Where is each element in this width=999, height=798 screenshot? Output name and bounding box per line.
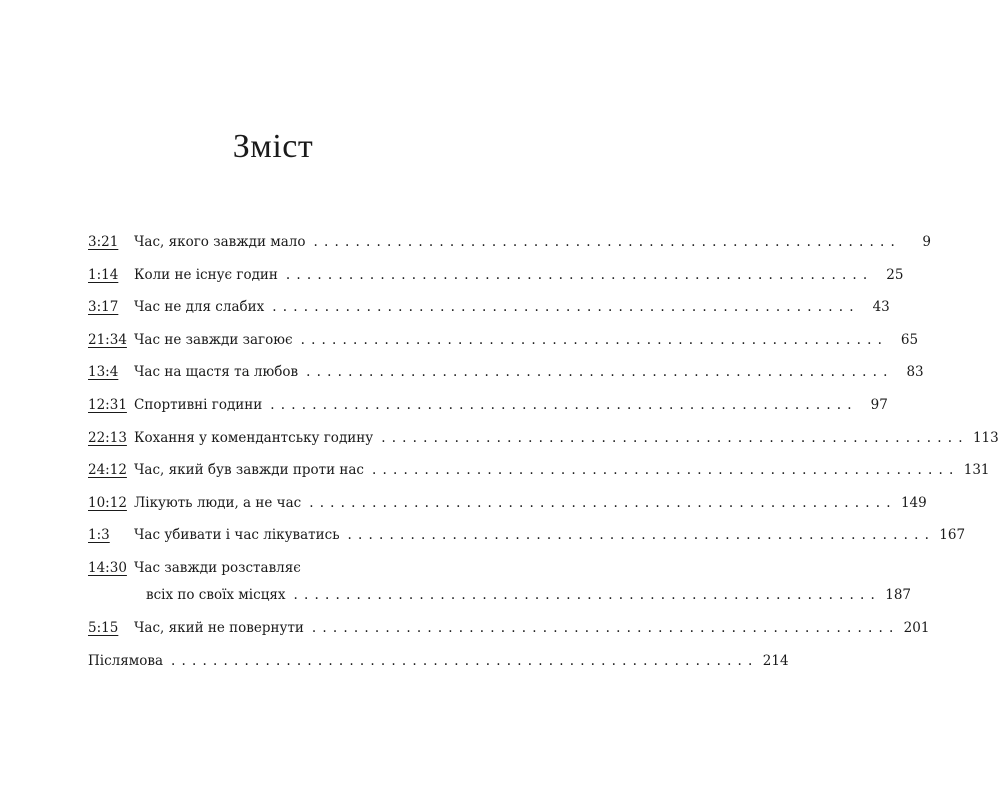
toc-entry-page: 167: [939, 527, 966, 544]
toc-entry-code: 1:14: [88, 266, 119, 283]
leader-dots: ........................................................: [300, 331, 889, 348]
toc-entry-afterword[interactable]: [88, 645, 789, 678]
leader-dots: ........................................................: [309, 494, 897, 511]
toc-entry-page: 149: [900, 494, 927, 511]
toc-entry[interactable]: [88, 259, 904, 292]
toc-entry[interactable]: [88, 552, 912, 612]
leader-dots: ........................................................: [306, 364, 894, 381]
leader-dots: ........................................................: [293, 586, 882, 603]
toc-entry-page: 214: [762, 652, 789, 669]
toc-entry-page: 9: [922, 234, 932, 250]
toc-entry-title: Коли не існує годин: [134, 266, 278, 283]
table-of-contents: [88, 226, 999, 677]
toc-entry-code: 21:34: [88, 331, 127, 348]
toc-entry-page: 201: [903, 619, 930, 636]
toc-entry-page: 25: [886, 266, 904, 283]
toc-entry[interactable]: [88, 291, 890, 324]
toc-entry-title: Час на щастя та любов: [134, 364, 299, 381]
toc-entry-title: Час не завжди загоює: [134, 331, 293, 348]
leader-dots: ........................................................: [381, 429, 969, 446]
toc-entry-title-line2: всіх по своїх місцях: [146, 586, 286, 603]
toc-entry[interactable]: [88, 454, 990, 487]
toc-entry-page: 113: [972, 429, 999, 446]
toc-entry-page: 83: [906, 364, 924, 381]
toc-entry-title: Час, який не повернути: [134, 619, 304, 636]
toc-entry-title: Лікують люди, а не час: [134, 494, 302, 511]
toc-entry-code: 3:17: [88, 299, 119, 316]
toc-entry[interactable]: [88, 356, 924, 389]
leader-dots: ........................................................: [171, 652, 759, 669]
toc-entry-code: 24:12: [88, 462, 127, 479]
toc-entry[interactable]: [88, 612, 930, 645]
toc-entry-title: Спортивні години: [134, 396, 263, 413]
toc-entry-title: Час не для слабих: [134, 299, 265, 316]
toc-entry[interactable]: [88, 389, 888, 422]
toc-entry[interactable]: [88, 519, 966, 552]
toc-entry-code: 22:13: [88, 429, 127, 446]
toc-entry-page: 97: [870, 396, 888, 413]
toc-entry[interactable]: [88, 226, 932, 259]
leader-dots: ........................................................: [347, 527, 936, 544]
toc-entry-title: Час, який був завжди проти нас: [134, 462, 364, 479]
leader-dots: ........................................................: [372, 462, 960, 479]
toc-entry-page: 65: [900, 331, 919, 348]
toc-entry[interactable]: [88, 487, 927, 520]
toc-entry-code: 12:31: [88, 396, 127, 413]
leader-dots: ........................................................: [285, 266, 874, 283]
toc-entry-title: Час, якого завжди мало: [134, 234, 306, 250]
toc-entry-title: Кохання у комендантську годину: [134, 429, 374, 446]
toc-entry-code: 13:4: [88, 364, 119, 381]
toc-entry[interactable]: [88, 324, 919, 357]
toc-entry-page: 187: [885, 586, 912, 603]
leader-dots: ........................................................: [272, 299, 860, 316]
leader-dots: ........................................................: [313, 234, 902, 250]
toc-entry[interactable]: [88, 422, 999, 455]
toc-entry-title: Час убивати і час лікуватись: [134, 527, 340, 544]
leader-dots: ........................................................: [270, 396, 858, 413]
leader-dots: ........................................................: [311, 619, 900, 636]
toc-entry-page: 43: [872, 299, 890, 316]
toc-entry-code: 10:12: [88, 494, 127, 511]
toc-entry-title: Післямова: [88, 652, 164, 669]
toc-entry-code: 3:21: [88, 234, 119, 250]
toc-entry-code: 5:15: [88, 619, 119, 636]
toc-entry-code: 14:30: [88, 559, 127, 576]
toc-entry-page: 131: [963, 462, 990, 479]
toc-entry-code: 1:3: [88, 527, 110, 544]
toc-entry-title-line1: Час завжди розставляє: [134, 559, 301, 576]
page-title: Зміст: [232, 128, 314, 165]
